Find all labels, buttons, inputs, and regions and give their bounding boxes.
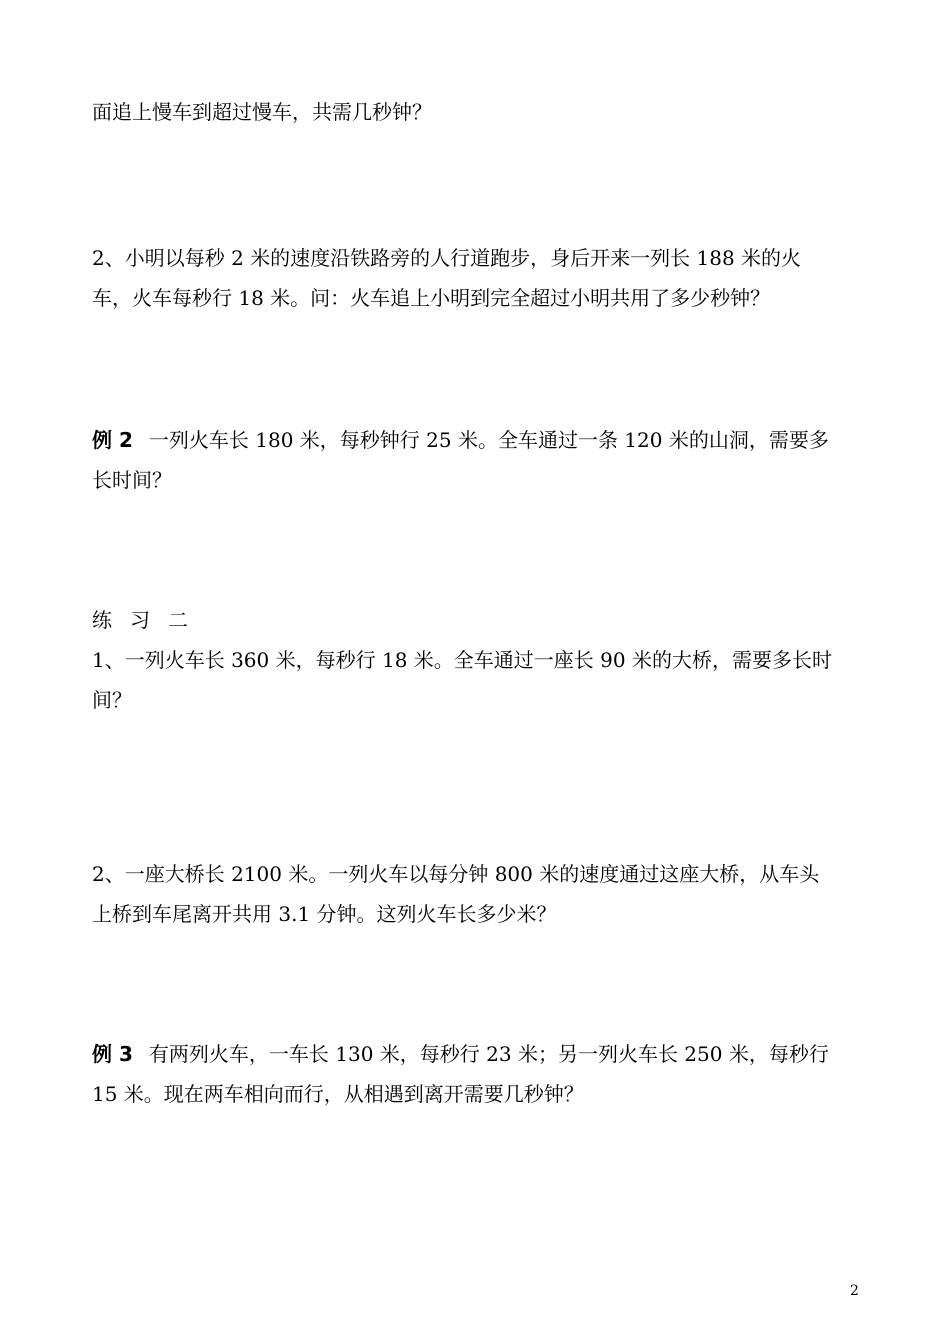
problem-2-line-2: 车，火车每秒行 18 米。问：火车追上小明到完全超过小明共用了多少秒钟？ bbox=[92, 286, 771, 310]
page-number: 2 bbox=[850, 1283, 859, 1299]
problem-2-line-1: 2、小明以每秒 2 米的速度沿铁路旁的人行道跑步，身后开来一列长 188 米的火 bbox=[92, 246, 802, 270]
example-2-line-2: 长时间？ bbox=[92, 468, 172, 492]
example-3-line-2: 15 米。现在两车相向而行，从相遇到离开需要几秒钟？ bbox=[92, 1082, 584, 1106]
exercise-2-problem-2-line-2: 上桥到车尾离开共用 3.1 分钟。这列火车长多少米？ bbox=[92, 902, 557, 926]
exercise-2-problem-1-line-1: 1、一列火车长 360 米，每秒行 18 米。全车通过一座长 90 米的大桥，需要多长时 bbox=[92, 648, 832, 672]
example-3-label: 例 3 bbox=[92, 1042, 133, 1066]
example-3-line-1 bbox=[92, 1040, 829, 1068]
example-3-text: 有两列火车，一车长 130 米，每秒行 23 米；另一列火车长 250 米，每秒行 bbox=[148, 1042, 829, 1066]
exercise-2-problem-2-line-1: 2、一座大桥长 2100 米。一列火车以每分钟 800 米的速度通过这座大桥，从车头 bbox=[92, 862, 820, 886]
example-2-line-1 bbox=[92, 426, 829, 454]
section-title-exercise-2: 练习二 bbox=[92, 608, 206, 632]
example-2-text: 一列火车长 180 米，每秒钟行 25 米。全车通过一条 120 米的山洞，需要多 bbox=[148, 428, 829, 452]
exercise-2-problem-1-line-2: 间？ bbox=[92, 688, 132, 712]
problem-1-continuation: 面追上慢车到超过慢车，共需几秒钟？ bbox=[92, 100, 432, 124]
example-2-label: 例 2 bbox=[92, 428, 133, 452]
